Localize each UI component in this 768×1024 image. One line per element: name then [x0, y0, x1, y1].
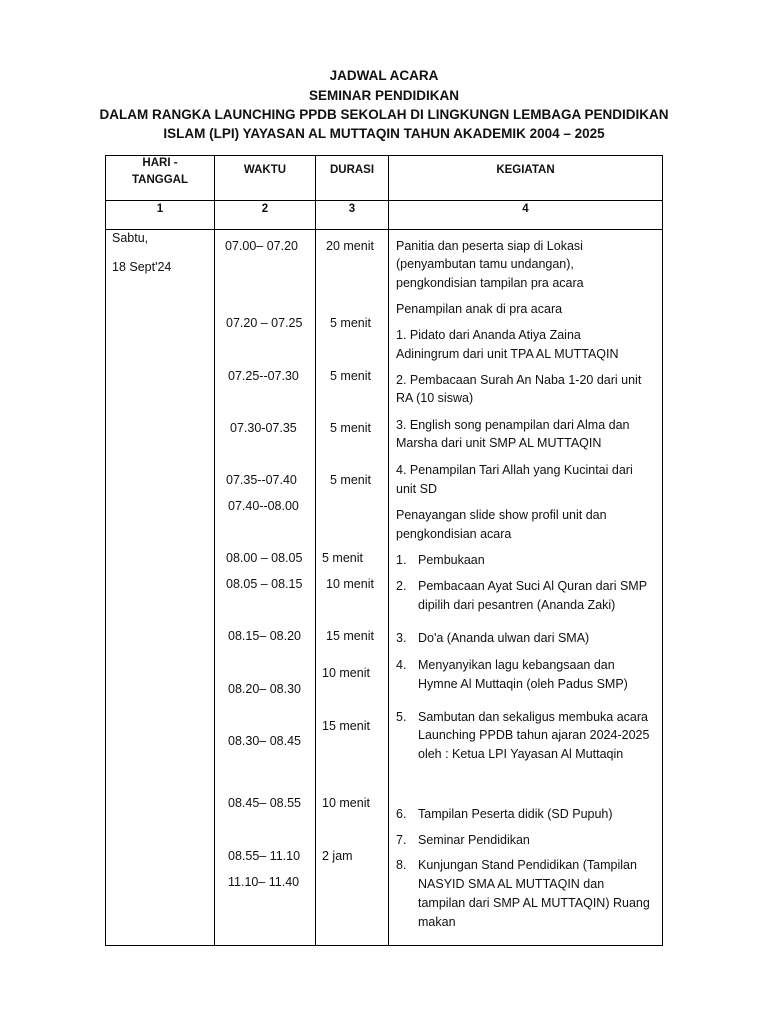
duration-cell: 10 menit	[322, 796, 370, 810]
time-cell: 07.20 – 07.25	[226, 316, 303, 330]
activity-text: (penyambutan tamu undangan),	[396, 257, 574, 271]
time-cell: 07.35--07.40	[226, 473, 297, 487]
activity-text: 1. Pidato dari Ananda Atiya Zaina	[396, 328, 581, 342]
activity-text: pengkondisian tampilan pra acara	[396, 276, 584, 290]
time-cell: 08.15– 08.20	[228, 629, 301, 643]
activity-text: 3. English song penampilan dari Alma dan	[396, 418, 630, 432]
time-cell: 08.00 – 08.05	[226, 551, 303, 565]
activity-text: Adiningrum dari unit TPA AL MUTTAQIN	[396, 347, 619, 361]
list-number: 4.	[396, 658, 407, 672]
list-number: 5.	[396, 710, 407, 724]
duration-cell: 5 menit	[330, 421, 371, 435]
table-border-bottom	[105, 945, 663, 946]
list-number: 7.	[396, 833, 407, 847]
activity-text: Penampilan anak di pra acara	[396, 302, 563, 316]
header-hari-line-2: TANGGAL	[131, 174, 188, 186]
duration-cell: 5 menit	[330, 316, 371, 330]
list-item-text: Pembacaan Ayat Suci Al Quran dari SMP	[418, 579, 648, 593]
list-number: 6.	[396, 807, 407, 821]
table-col-divider-2	[315, 155, 316, 946]
duration-cell: 5 menit	[330, 369, 371, 383]
header-kegiatan: KEGIATAN	[496, 164, 555, 176]
list-item-text: Launching PPDB tahun ajaran 2024-2025	[418, 728, 650, 742]
time-cell: 08.55– 11.10	[228, 849, 301, 863]
time-cell: 11.10– 11.40	[228, 875, 300, 889]
table-rule-number	[105, 229, 663, 230]
list-item-text: Tampilan Peserta didik (SD Pupuh)	[418, 807, 613, 821]
table-rule-header	[105, 200, 663, 201]
activity-text: 2. Pembacaan Surah An Naba 1-20 dari unit	[396, 373, 642, 387]
duration-cell: 15 menit	[322, 719, 370, 733]
activity-text: unit SD	[396, 482, 437, 496]
table-col-divider-3	[388, 155, 389, 946]
header-waktu: WAKTU	[243, 164, 287, 176]
list-number: 3.	[396, 631, 407, 645]
time-cell: 07.25--07.30	[228, 369, 299, 383]
list-item-text: tampilan dari SMP AL MUTTAQIN) Ruang	[418, 896, 650, 910]
time-cell: 07.00– 07.20	[225, 239, 298, 253]
col-number-4: 4	[522, 203, 529, 215]
list-item-text: oleh : Ketua LPI Yayasan Al Muttaqin	[418, 747, 624, 761]
activity-text: Penayangan slide show profil unit dan	[396, 508, 607, 522]
time-cell: 08.20– 08.30	[228, 682, 301, 696]
list-number: 2.	[396, 579, 407, 593]
list-item-text: Sambutan dan sekaligus membuka acara	[418, 710, 648, 724]
list-item-text: Pembukaan	[418, 553, 485, 567]
title-line-4: ISLAM (LPI) YAYASAN AL MUTTAQIN TAHUN AKADEMIK 2004 – 2025	[163, 126, 605, 141]
list-item-text: Hymne Al Muttaqin (oleh Padus SMP)	[418, 677, 628, 691]
col-number-3: 3	[348, 203, 356, 215]
list-number: 8.	[396, 858, 407, 872]
duration-cell: 2 jam	[322, 849, 353, 863]
title-line-2: SEMINAR PENDIDIKAN	[308, 88, 459, 103]
title-line-3: DALAM RANGKA LAUNCHING PPDB SEKOLAH DI LINGKUNGN LEMBAGA PENDIDIKAN	[99, 107, 669, 122]
duration-cell: 5 menit	[322, 551, 363, 565]
time-cell: 08.30– 08.45	[228, 734, 301, 748]
list-number: 1.	[396, 553, 407, 567]
col-number-2: 2	[261, 203, 269, 215]
list-item-text: makan	[418, 915, 456, 929]
table-border-top	[105, 155, 663, 156]
activity-text: Panitia dan peserta siap di Lokasi	[396, 239, 583, 253]
date-label: 18 Sept'24	[112, 260, 172, 274]
time-cell: 08.05 – 08.15	[226, 577, 303, 591]
activity-text: Marsha dari unit SMP AL MUTTAQIN	[396, 436, 602, 450]
list-item-text: Do'a (Ananda ulwan dari SMA)	[418, 631, 590, 645]
activity-text: 4. Penampilan Tari Allah yang Kucintai dari	[396, 463, 633, 477]
time-cell: 07.40--08.00	[228, 499, 299, 513]
table-border-left	[105, 155, 106, 946]
col-number-1: 1	[156, 203, 164, 215]
list-item-text: Menyanyikan lagu kebangsaan dan	[418, 658, 615, 672]
list-item-text: NASYID SMA AL MUTTAQIN dan	[418, 877, 605, 891]
duration-cell: 10 menit	[326, 577, 374, 591]
header-durasi: DURASI	[329, 164, 375, 176]
list-item-text: Seminar Pendidikan	[418, 833, 530, 847]
duration-cell: 5 menit	[330, 473, 371, 487]
table-col-divider-1	[214, 155, 215, 946]
list-item-text: dipilih dari pesantren (Ananda Zaki)	[418, 598, 616, 612]
table-border-right	[662, 155, 663, 946]
duration-cell: 10 menit	[322, 666, 370, 680]
activity-text: pengkondisian acara	[396, 527, 512, 541]
title-line-1: JADWAL ACARA	[329, 68, 439, 83]
activity-text: RA (10 siswa)	[396, 391, 474, 405]
day-label: Sabtu,	[112, 231, 149, 245]
time-cell: 07.30-07.35	[230, 421, 297, 435]
duration-cell: 15 menit	[326, 629, 374, 643]
header-hari-line-1: HARI -	[142, 157, 178, 169]
list-item-text: Kunjungan Stand Pendidikan (Tampilan	[418, 858, 637, 872]
time-cell: 08.45– 08.55	[228, 796, 301, 810]
duration-cell: 20 menit	[326, 239, 374, 253]
